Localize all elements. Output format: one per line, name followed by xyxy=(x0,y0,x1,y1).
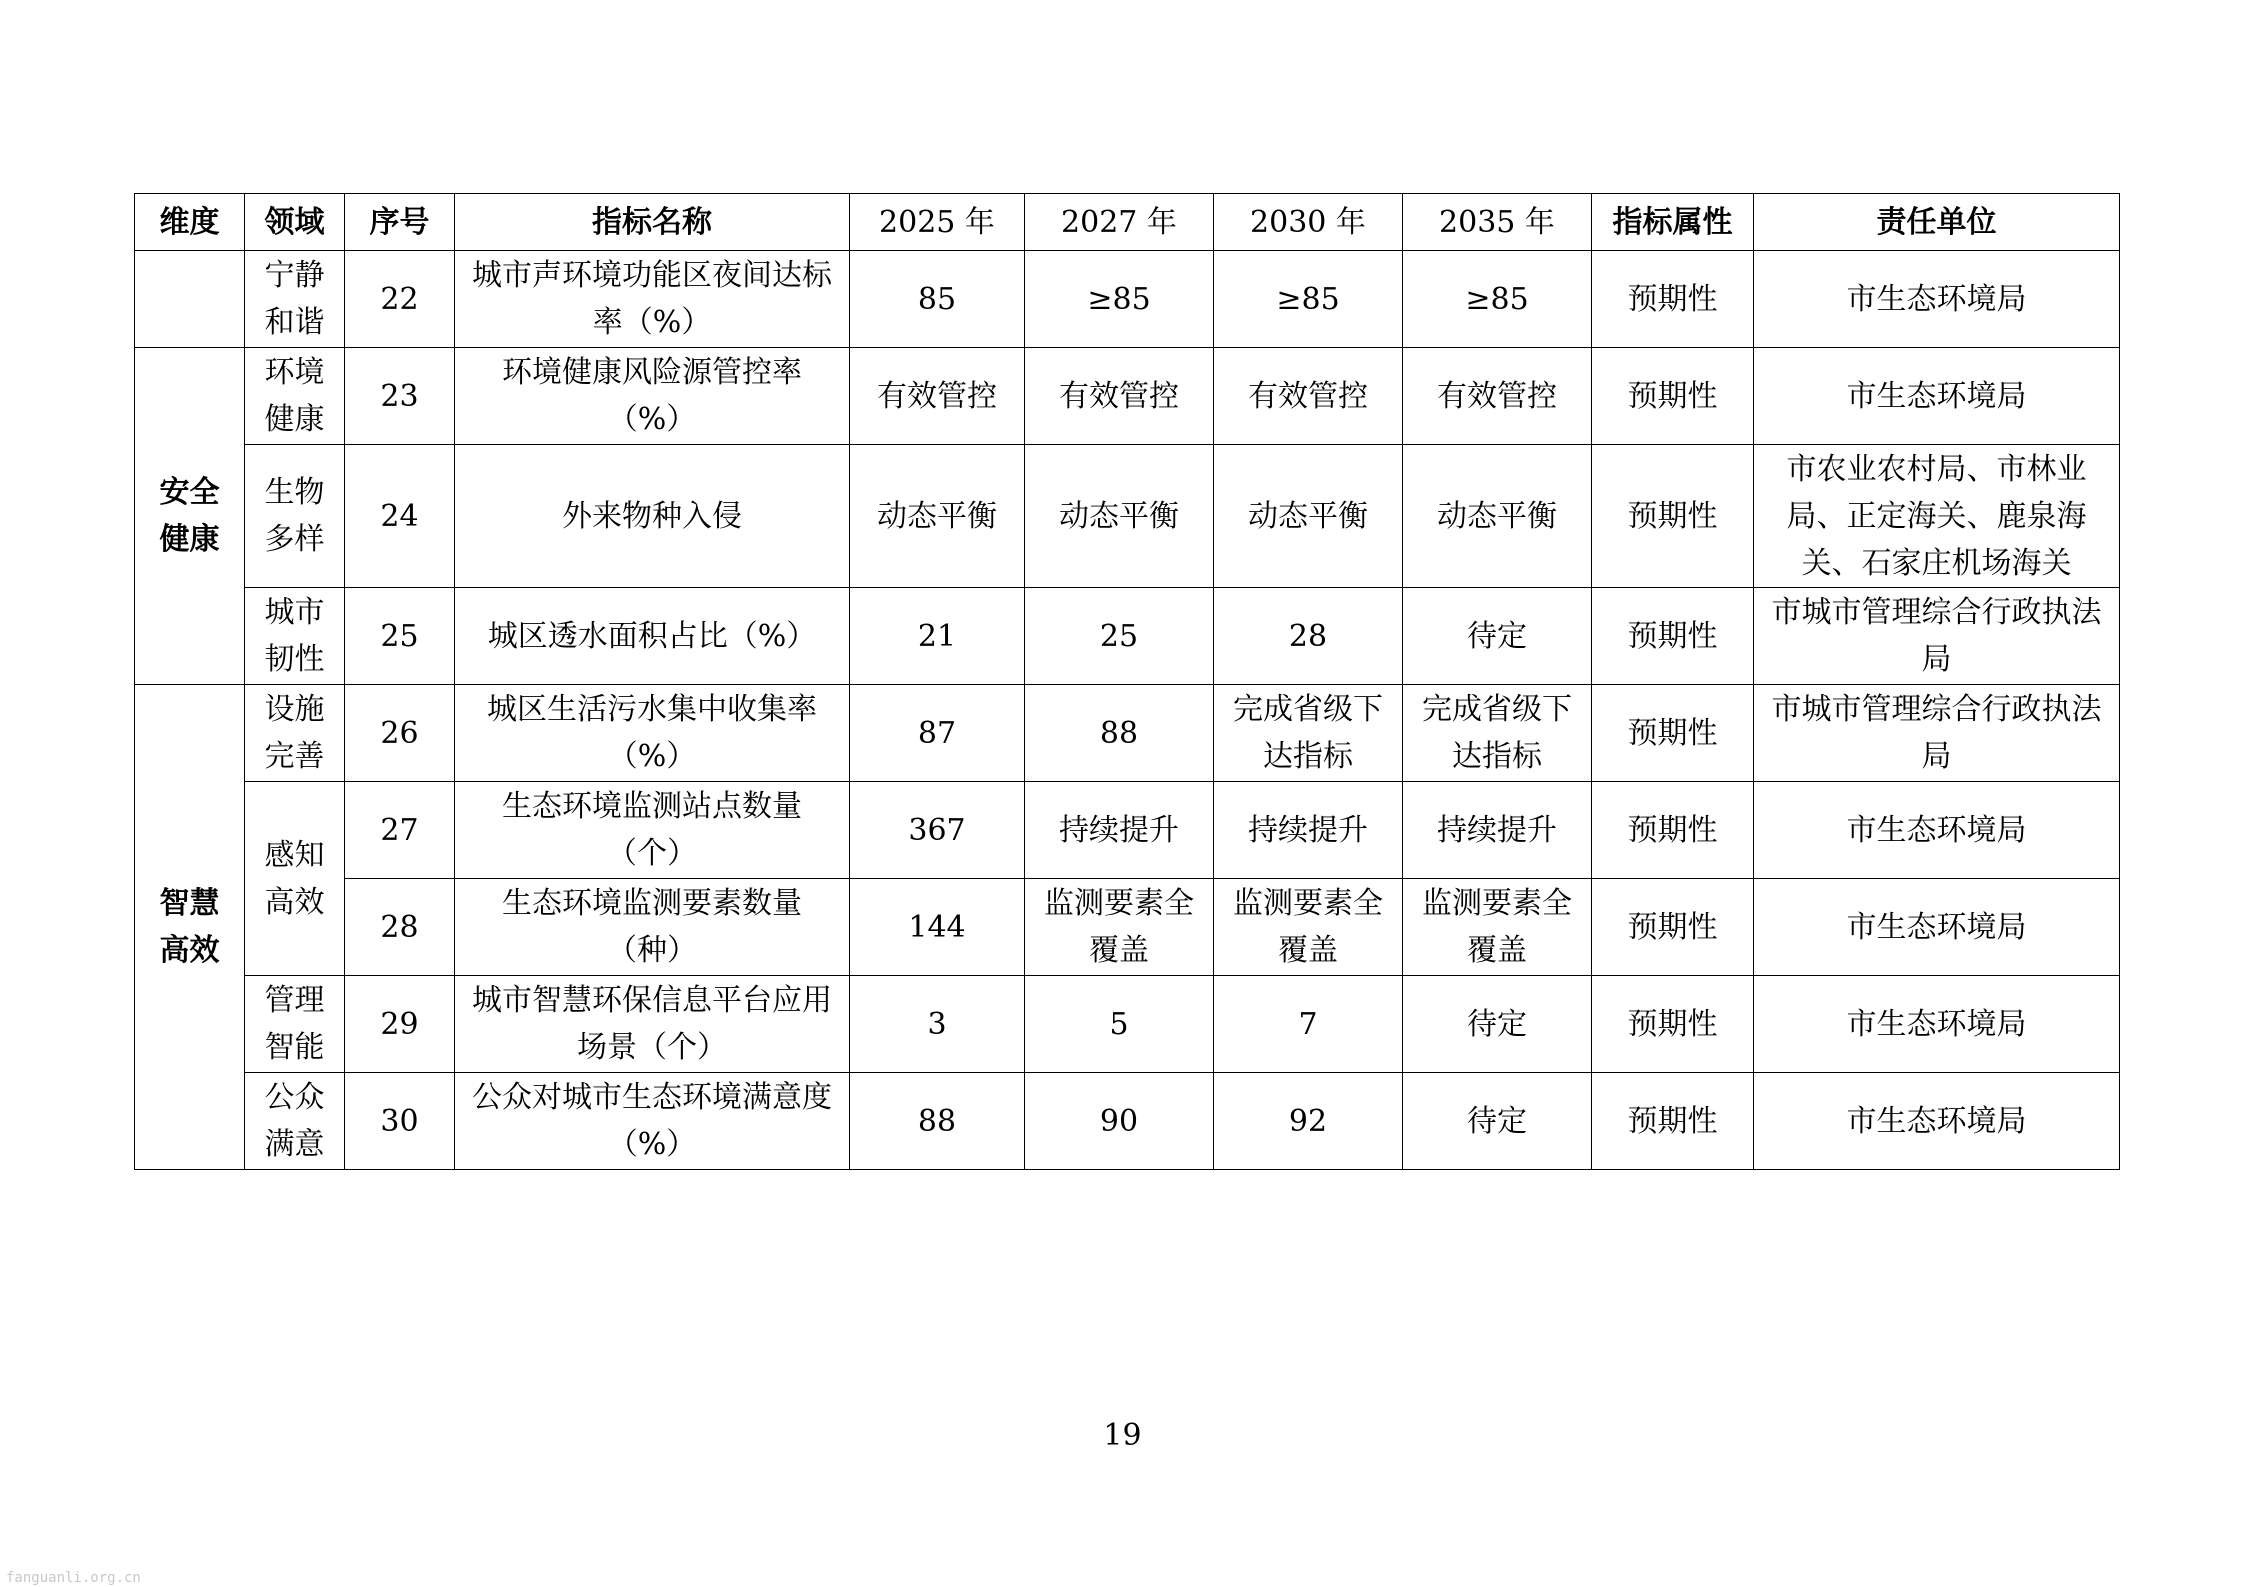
table-row xyxy=(135,1073,2120,1170)
indicator-name-cell: 城区生活污水集中收集率（%） xyxy=(455,685,850,782)
value-2027-cell: 持续提升 xyxy=(1025,782,1214,879)
number-cell: 30 xyxy=(345,1073,455,1170)
header-indicator-name: 指标名称 xyxy=(455,194,850,251)
table-row xyxy=(135,445,2120,588)
value-2030-cell: 92 xyxy=(1214,1073,1403,1170)
number-cell: 29 xyxy=(345,976,455,1073)
attribute-cell: 预期性 xyxy=(1592,879,1754,976)
value-2030-cell: 完成省级下达指标 xyxy=(1214,685,1403,782)
indicator-name-cell: 公众对城市生态环境满意度（%） xyxy=(455,1073,850,1170)
domain-cell: 宁静和谐 xyxy=(245,251,345,348)
attribute-cell: 预期性 xyxy=(1592,685,1754,782)
indicator-table xyxy=(134,193,2120,1170)
indicator-name-cell: 城市智慧环保信息平台应用场景（个） xyxy=(455,976,850,1073)
table-row xyxy=(135,782,2120,879)
attribute-cell: 预期性 xyxy=(1592,782,1754,879)
value-2025-cell: 85 xyxy=(850,251,1025,348)
header-2030: 2030 年 xyxy=(1214,194,1403,251)
attribute-cell: 预期性 xyxy=(1592,251,1754,348)
responsible-unit-cell: 市生态环境局 xyxy=(1754,782,2120,879)
value-2030-cell: 动态平衡 xyxy=(1214,445,1403,588)
indicator-name-cell: 环境健康风险源管控率（%） xyxy=(455,348,850,445)
value-2025-cell: 动态平衡 xyxy=(850,445,1025,588)
attribute-cell: 预期性 xyxy=(1592,976,1754,1073)
table-row xyxy=(135,879,2120,976)
responsible-unit-cell: 市城市管理综合行政执法局 xyxy=(1754,588,2120,685)
value-2035-cell: ≥85 xyxy=(1403,251,1592,348)
dimension-cell-smart: 智慧高效 xyxy=(135,685,245,1170)
indicator-name-cell: 生态环境监测站点数量（个） xyxy=(455,782,850,879)
number-cell: 27 xyxy=(345,782,455,879)
domain-cell: 环境健康 xyxy=(245,348,345,445)
number-cell: 23 xyxy=(345,348,455,445)
domain-cell: 生物多样 xyxy=(245,445,345,588)
header-attribute: 指标属性 xyxy=(1592,194,1754,251)
value-2030-cell: 7 xyxy=(1214,976,1403,1073)
value-2027-cell: 有效管控 xyxy=(1025,348,1214,445)
table-row xyxy=(135,685,2120,782)
value-2027-cell: 5 xyxy=(1025,976,1214,1073)
indicator-name-cell: 城区透水面积占比（%） xyxy=(455,588,850,685)
dimension-cell-empty xyxy=(135,251,245,348)
number-cell: 26 xyxy=(345,685,455,782)
value-2027-cell: ≥85 xyxy=(1025,251,1214,348)
domain-cell: 管理智能 xyxy=(245,976,345,1073)
domain-cell: 城市韧性 xyxy=(245,588,345,685)
table-row xyxy=(135,588,2120,685)
responsible-unit-cell: 市生态环境局 xyxy=(1754,879,2120,976)
table-header-row xyxy=(135,194,2120,251)
number-cell: 25 xyxy=(345,588,455,685)
responsible-unit-cell: 市城市管理综合行政执法局 xyxy=(1754,685,2120,782)
value-2025-cell: 87 xyxy=(850,685,1025,782)
value-2030-cell: 28 xyxy=(1214,588,1403,685)
value-2027-cell: 监测要素全覆盖 xyxy=(1025,879,1214,976)
value-2027-cell: 90 xyxy=(1025,1073,1214,1170)
value-2030-cell: 持续提升 xyxy=(1214,782,1403,879)
indicator-name-cell: 城市声环境功能区夜间达标率（%） xyxy=(455,251,850,348)
responsible-unit-cell: 市生态环境局 xyxy=(1754,348,2120,445)
value-2035-cell: 监测要素全覆盖 xyxy=(1403,879,1592,976)
value-2027-cell: 25 xyxy=(1025,588,1214,685)
header-2025: 2025 年 xyxy=(850,194,1025,251)
attribute-cell: 预期性 xyxy=(1592,588,1754,685)
header-domain: 领域 xyxy=(245,194,345,251)
attribute-cell: 预期性 xyxy=(1592,348,1754,445)
domain-cell: 设施完善 xyxy=(245,685,345,782)
value-2035-cell: 完成省级下达指标 xyxy=(1403,685,1592,782)
responsible-unit-cell: 市生态环境局 xyxy=(1754,251,2120,348)
value-2027-cell: 88 xyxy=(1025,685,1214,782)
value-2025-cell: 3 xyxy=(850,976,1025,1073)
domain-cell: 感知高效 xyxy=(245,782,345,976)
indicator-name-cell: 外来物种入侵 xyxy=(455,445,850,588)
value-2035-cell: 待定 xyxy=(1403,1073,1592,1170)
header-responsible-unit: 责任单位 xyxy=(1754,194,2120,251)
header-2027: 2027 年 xyxy=(1025,194,1214,251)
table-row xyxy=(135,251,2120,348)
domain-cell: 公众满意 xyxy=(245,1073,345,1170)
dimension-cell-safety: 安全健康 xyxy=(135,348,245,685)
value-2030-cell: 有效管控 xyxy=(1214,348,1403,445)
number-cell: 28 xyxy=(345,879,455,976)
header-dimension: 维度 xyxy=(135,194,245,251)
value-2030-cell: ≥85 xyxy=(1214,251,1403,348)
responsible-unit-cell: 市生态环境局 xyxy=(1754,1073,2120,1170)
value-2030-cell: 监测要素全覆盖 xyxy=(1214,879,1403,976)
header-number: 序号 xyxy=(345,194,455,251)
value-2025-cell: 88 xyxy=(850,1073,1025,1170)
number-cell: 22 xyxy=(345,251,455,348)
value-2035-cell: 有效管控 xyxy=(1403,348,1592,445)
responsible-unit-cell: 市生态环境局 xyxy=(1754,976,2120,1073)
watermark: fanguanli.org.cn xyxy=(6,1570,141,1586)
value-2025-cell: 144 xyxy=(850,879,1025,976)
value-2035-cell: 动态平衡 xyxy=(1403,445,1592,588)
responsible-unit-cell: 市农业农村局、市林业局、正定海关、鹿泉海关、石家庄机场海关 xyxy=(1754,445,2120,588)
value-2035-cell: 待定 xyxy=(1403,588,1592,685)
attribute-cell: 预期性 xyxy=(1592,1073,1754,1170)
value-2027-cell: 动态平衡 xyxy=(1025,445,1214,588)
table-row xyxy=(135,976,2120,1073)
number-cell: 24 xyxy=(345,445,455,588)
value-2025-cell: 有效管控 xyxy=(850,348,1025,445)
table-row xyxy=(135,348,2120,445)
indicator-name-cell: 生态环境监测要素数量（种） xyxy=(455,879,850,976)
header-2035: 2035 年 xyxy=(1403,194,1592,251)
value-2025-cell: 367 xyxy=(850,782,1025,879)
value-2025-cell: 21 xyxy=(850,588,1025,685)
page-number: 19 xyxy=(1103,1418,1142,1453)
value-2035-cell: 待定 xyxy=(1403,976,1592,1073)
attribute-cell: 预期性 xyxy=(1592,445,1754,588)
value-2035-cell: 持续提升 xyxy=(1403,782,1592,879)
